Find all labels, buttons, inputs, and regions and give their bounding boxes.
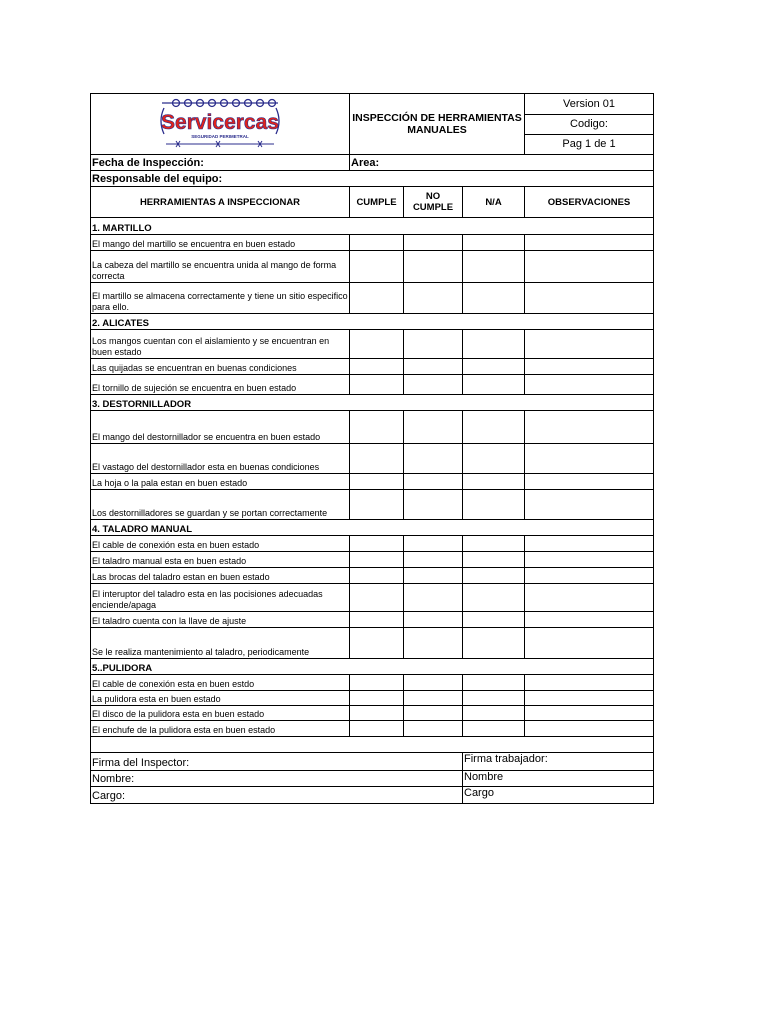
na-cell[interactable] (463, 552, 525, 568)
nombre-trabajador-field[interactable]: Nombre (463, 771, 654, 787)
page-label: Pag 1 de 1 (525, 135, 654, 155)
na-cell[interactable] (463, 721, 525, 737)
observaciones-cell[interactable] (525, 706, 654, 721)
version-label: Version 01 (525, 94, 654, 115)
na-cell[interactable] (463, 490, 525, 520)
observaciones-cell[interactable] (525, 235, 654, 251)
inspection-item-row (91, 411, 654, 444)
cumple-cell[interactable] (350, 444, 404, 474)
cumple-cell[interactable] (350, 536, 404, 552)
inspection-item-row (91, 706, 654, 721)
inspection-item-row (91, 251, 654, 283)
section-row (91, 314, 654, 330)
cargo-trabajador-field[interactable]: Cargo (463, 787, 654, 804)
col-header-na: N/A (463, 187, 525, 218)
cumple-cell[interactable] (350, 375, 404, 395)
no-cumple-cell[interactable] (404, 411, 463, 444)
cumple-cell[interactable] (350, 612, 404, 628)
inspection-item-row (91, 474, 654, 490)
cumple-cell[interactable] (350, 251, 404, 283)
na-cell[interactable] (463, 691, 525, 706)
cumple-cell[interactable] (350, 568, 404, 584)
inspection-item-row (91, 235, 654, 251)
svg-text:SEGURIDAD PERIMETRAL: SEGURIDAD PERIMETRAL (191, 133, 249, 139)
no-cumple-cell[interactable] (404, 330, 463, 359)
cumple-cell[interactable] (350, 359, 404, 375)
no-cumple-cell[interactable] (404, 251, 463, 283)
no-cumple-cell[interactable] (404, 691, 463, 706)
na-cell[interactable] (463, 568, 525, 584)
na-cell[interactable] (463, 444, 525, 474)
col-header-observaciones: OBSERVACIONES (525, 187, 654, 218)
cargo-inspector-field[interactable]: Cargo: (91, 787, 463, 804)
section-row (91, 520, 654, 536)
signature-row (91, 771, 654, 787)
inspection-item-row (91, 628, 654, 659)
col-header-cumple: CUMPLE (350, 187, 404, 218)
observaciones-cell[interactable] (525, 691, 654, 706)
no-cumple-cell[interactable] (404, 721, 463, 737)
observaciones-cell[interactable] (525, 359, 654, 375)
no-cumple-cell[interactable] (404, 283, 463, 314)
inspection-item-row (91, 359, 654, 375)
inspection-item-row (91, 568, 654, 584)
cumple-cell[interactable] (350, 411, 404, 444)
inspection-item-row (91, 552, 654, 568)
signature-row (91, 787, 654, 804)
inspection-item-label: Los destornilladores se guardan y se portan correctamente (91, 490, 350, 520)
inspection-item-label: El enchufe de la pulidora esta en buen estado (91, 721, 350, 737)
servicercas-logo (154, 96, 286, 150)
cumple-cell[interactable] (350, 474, 404, 490)
inspection-item-row (91, 444, 654, 474)
observaciones-cell[interactable] (525, 721, 654, 737)
na-cell[interactable] (463, 283, 525, 314)
firma-trabajador-field[interactable]: Firma trabajador: (463, 753, 654, 771)
na-cell[interactable] (463, 330, 525, 359)
observaciones-cell[interactable] (525, 330, 654, 359)
na-cell[interactable] (463, 536, 525, 552)
spacer-cell (91, 737, 654, 753)
nombre-inspector-field[interactable]: Nombre: (91, 771, 463, 787)
col-header-no-cumple: NO CUMPLE (404, 187, 463, 218)
na-cell[interactable] (463, 359, 525, 375)
section-title: 4. TALADRO MANUAL (91, 520, 654, 536)
inspection-item-label: Los mangos cuentan con el aislamiento y se encuentran en buen estado (91, 330, 350, 359)
observaciones-cell[interactable] (525, 375, 654, 395)
section-title: 2. ALICATES (91, 314, 654, 330)
inspection-item-label: La hoja o la pala estan en buen estado (91, 474, 350, 490)
inspection-item-label: Las brocas del taladro estan en buen estado (91, 568, 350, 584)
signature-row (91, 753, 654, 771)
inspection-item-row (91, 330, 654, 359)
observaciones-cell[interactable] (525, 283, 654, 314)
observaciones-cell[interactable] (525, 584, 654, 612)
no-cumple-cell[interactable] (404, 612, 463, 628)
no-cumple-cell[interactable] (404, 552, 463, 568)
observaciones-cell[interactable] (525, 536, 654, 552)
inspection-item-row (91, 691, 654, 706)
inspection-item-row (91, 675, 654, 691)
observaciones-cell[interactable] (525, 675, 654, 691)
fecha-field[interactable]: Fecha de Inspección: (91, 155, 350, 171)
inspection-item-label: El tornillo de sujeción se encuentra en buen estado (91, 375, 350, 395)
no-cumple-cell[interactable] (404, 628, 463, 659)
inspection-item-row (91, 490, 654, 520)
na-cell[interactable] (463, 628, 525, 659)
inspection-item-label: Se le realiza mantenimiento al taladro, periodicamente (91, 628, 350, 659)
inspection-item-label: El mango del destornillador se encuentra en buen estado (91, 411, 350, 444)
section-title: 1. MARTILLO (91, 218, 654, 235)
no-cumple-cell[interactable] (404, 675, 463, 691)
inspection-item-label: Las quijadas se encuentran en buenas condiciones (91, 359, 350, 375)
cumple-cell[interactable] (350, 691, 404, 706)
cumple-cell[interactable] (350, 675, 404, 691)
inspection-item-row (91, 721, 654, 737)
cumple-cell[interactable] (350, 721, 404, 737)
inspection-item-row (91, 612, 654, 628)
no-cumple-cell[interactable] (404, 584, 463, 612)
codigo-label: Codigo: (525, 115, 654, 135)
observaciones-cell[interactable] (525, 251, 654, 283)
logo-cell (91, 94, 350, 155)
inspection-item-label: El cable de conexión esta en buen estdo (91, 675, 350, 691)
no-cumple-cell[interactable] (404, 474, 463, 490)
inspection-item-label: La pulidora esta en buen estado (91, 691, 350, 706)
section-title: 5..PULIDORA (91, 659, 654, 675)
area-field[interactable]: Area: (350, 155, 654, 171)
inspection-item-row (91, 584, 654, 612)
section-row (91, 218, 654, 235)
inspection-item-row (91, 536, 654, 552)
na-cell[interactable] (463, 411, 525, 444)
no-cumple-cell[interactable] (404, 359, 463, 375)
inspection-form-table (90, 93, 654, 804)
inspection-item-label: El taladro manual esta en buen estado (91, 552, 350, 568)
no-cumple-cell[interactable] (404, 375, 463, 395)
inspection-item-label: La cabeza del martillo se encuentra unida al mango de forma correcta (91, 251, 350, 283)
observaciones-cell[interactable] (525, 490, 654, 520)
no-cumple-cell[interactable] (404, 235, 463, 251)
inspection-item-label: El vastago del destornillador esta en buenas condiciones (91, 444, 350, 474)
observaciones-cell[interactable] (525, 568, 654, 584)
no-cumple-cell[interactable] (404, 706, 463, 721)
observaciones-cell[interactable] (525, 552, 654, 568)
na-cell[interactable] (463, 375, 525, 395)
no-cumple-cell[interactable] (404, 568, 463, 584)
col-header-herramientas: HERRAMIENTAS A INSPECCIONAR (91, 187, 350, 218)
firma-inspector-field[interactable]: Firma del Inspector: (91, 753, 463, 771)
observaciones-cell[interactable] (525, 411, 654, 444)
section-title: 3. DESTORNILLADOR (91, 395, 654, 411)
section-row (91, 395, 654, 411)
na-cell[interactable] (463, 474, 525, 490)
cumple-cell[interactable] (350, 628, 404, 659)
section-row (91, 659, 654, 675)
cumple-cell[interactable] (350, 235, 404, 251)
inspection-item-label: El mango del martillo se encuentra en buen estado (91, 235, 350, 251)
no-cumple-cell[interactable] (404, 444, 463, 474)
inspection-item-label: El cable de conexión esta en buen estado (91, 536, 350, 552)
cumple-cell[interactable] (350, 552, 404, 568)
cumple-cell[interactable] (350, 330, 404, 359)
responsable-field[interactable]: Responsable del equipo: (91, 171, 654, 187)
observaciones-cell[interactable] (525, 474, 654, 490)
na-cell[interactable] (463, 584, 525, 612)
cumple-cell[interactable] (350, 584, 404, 612)
inspection-item-label: El disco de la pulidora esta en buen estado (91, 706, 350, 721)
no-cumple-cell[interactable] (404, 490, 463, 520)
svg-text:Servicercas: Servicercas (161, 110, 279, 134)
observaciones-cell[interactable] (525, 628, 654, 659)
inspection-item-row (91, 375, 654, 395)
na-cell[interactable] (463, 706, 525, 721)
cumple-cell[interactable] (350, 706, 404, 721)
na-cell[interactable] (463, 612, 525, 628)
no-cumple-cell[interactable] (404, 536, 463, 552)
inspection-item-label: El taladro cuenta con la llave de ajuste (91, 612, 350, 628)
na-cell[interactable] (463, 251, 525, 283)
na-cell[interactable] (463, 675, 525, 691)
inspection-item-label: El martillo se almacena correctamente y tiene un sitio especifico para ello. (91, 283, 350, 314)
spacer-row (91, 737, 654, 753)
na-cell[interactable] (463, 235, 525, 251)
inspection-item-row (91, 283, 654, 314)
observaciones-cell[interactable] (525, 612, 654, 628)
form-title: INSPECCIÓN DE HERRAMIENTAS MANUALES (350, 94, 525, 155)
inspection-item-label: El interuptor del taladro esta en las pocisiones adecuadas enciende/apaga (91, 584, 350, 612)
cumple-cell[interactable] (350, 283, 404, 314)
cumple-cell[interactable] (350, 490, 404, 520)
observaciones-cell[interactable] (525, 444, 654, 474)
